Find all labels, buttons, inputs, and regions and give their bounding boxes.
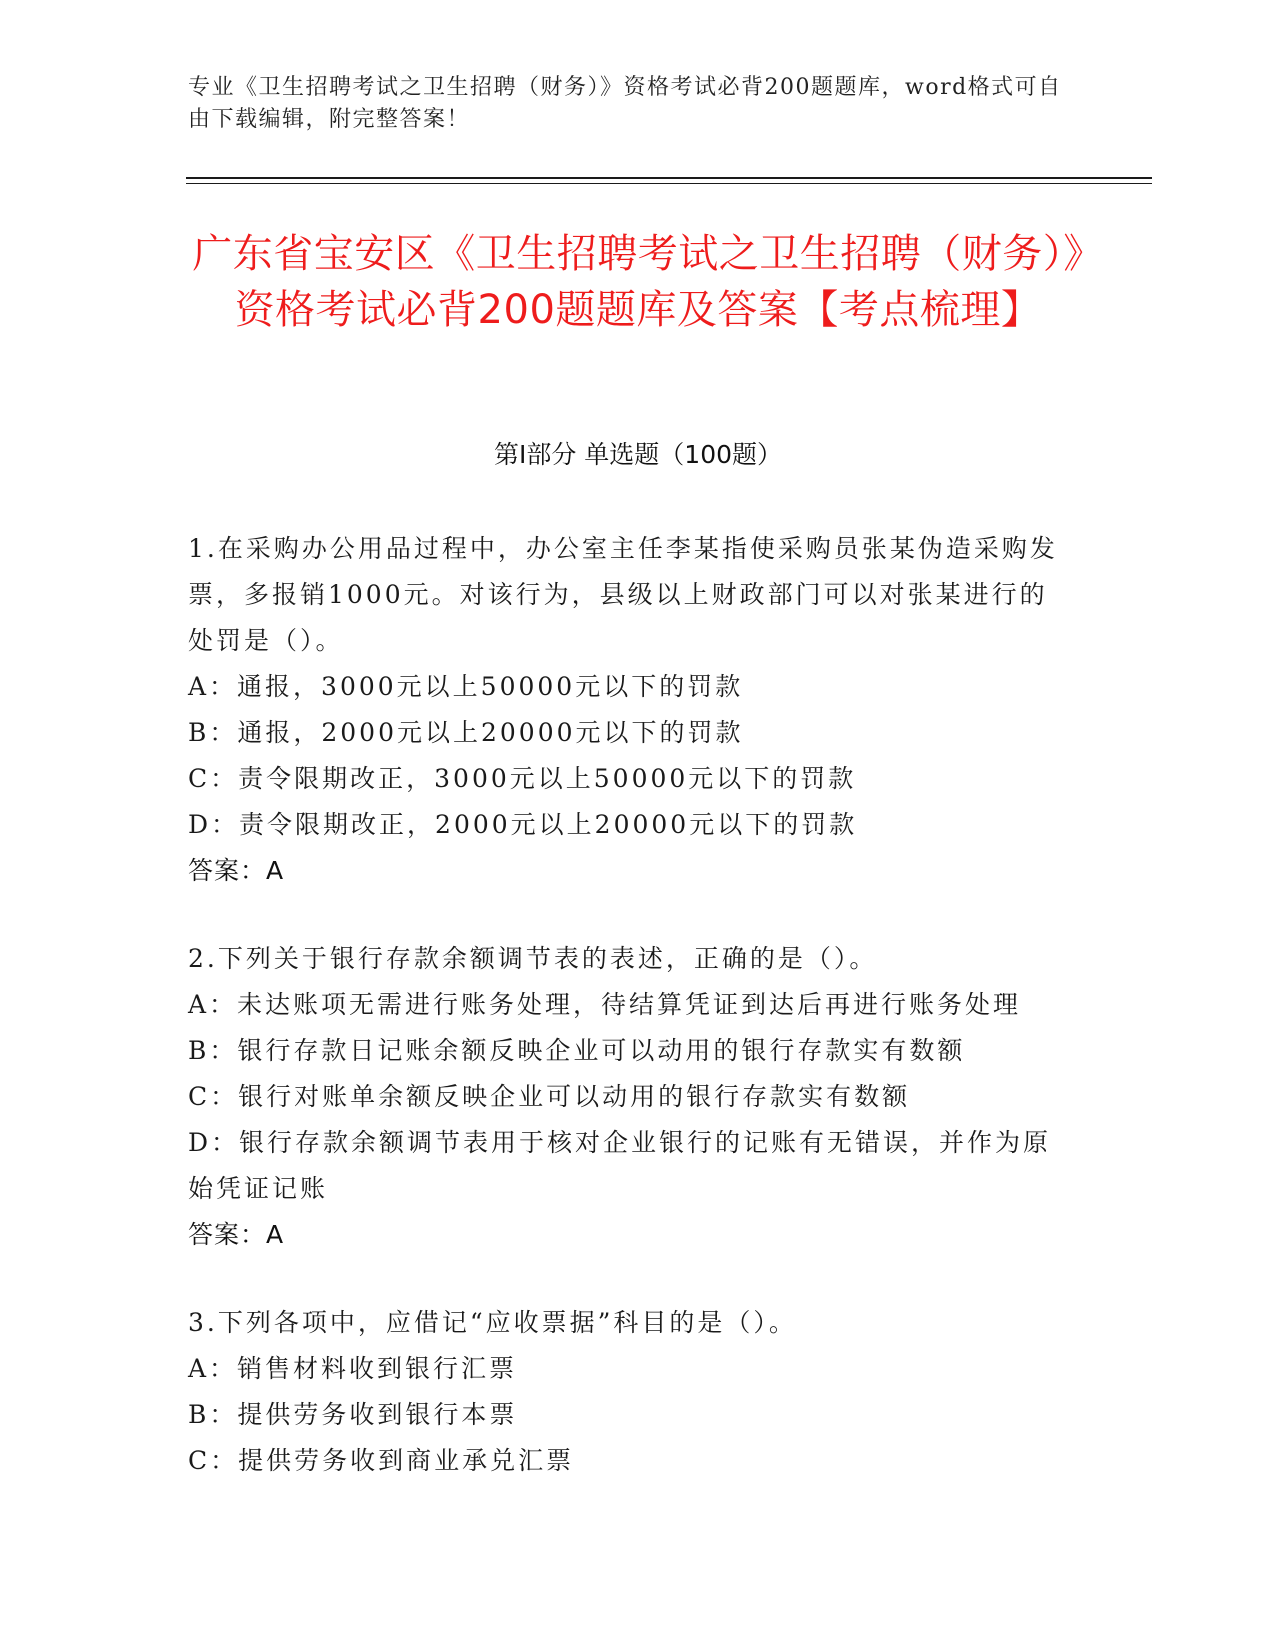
option-d: D：责令限期改正，2000元以上20000元以下的罚款 (188, 810, 858, 839)
question-2 (188, 936, 1068, 1258)
option-d: D：银行存款余额调节表用于核对企业银行的记账有无错误，并作为原始凭证记账 (188, 1128, 1052, 1203)
header-rule-thin (186, 183, 1152, 184)
answer-line: 答案：A (188, 856, 285, 885)
question-stem: 1.在采购办公用品过程中，办公室主任李某指使采购员张某伪造采购发票，多报销1000元。对该行为，县级以上财政部门可以对张某进行的处罚是（）。 (188, 534, 1058, 655)
option-b: B：银行存款日记账余额反映企业可以动用的银行存款实有数额 (188, 1036, 966, 1065)
document-title: 广东省宝安区《卫生招聘考试之卫生招聘（财务）》资格考试必背200题题库及答案【考点梳理】 (192, 231, 1084, 333)
section-title: 第I部分 单选题（100题） (493, 440, 783, 469)
header-note: 专业《卫生招聘考试之卫生招聘（财务）》资格考试必背200题题库，word格式可自由下载编辑，附完整答案！ (188, 75, 1062, 132)
answer-line: 答案：A (188, 1220, 285, 1249)
question-3 (188, 1300, 1068, 1484)
question-1 (188, 526, 1068, 894)
option-b: B：通报，2000元以上20000元以下的罚款 (188, 718, 744, 747)
option-a: A：未达账项无需进行账务处理，待结算凭证到达后再进行账务处理 (188, 990, 1022, 1019)
header-rule-thick (186, 177, 1152, 179)
option-c: C：银行对账单余额反映企业可以动用的银行存款实有数额 (188, 1082, 911, 1111)
question-stem: 3.下列各项中，应借记“应收票据”科目的是（）。 (188, 1308, 797, 1337)
option-a: A：销售材料收到银行汇票 (188, 1354, 518, 1383)
option-c: C：责令限期改正，3000元以上50000元以下的罚款 (188, 764, 857, 793)
question-list (188, 526, 1068, 1526)
question-stem: 2.下列关于银行存款余额调节表的表述，正确的是（）。 (188, 944, 878, 973)
option-c: C：提供劳务收到商业承兑汇票 (188, 1446, 575, 1475)
option-a: A：通报，3000元以上50000元以下的罚款 (188, 672, 744, 701)
option-b: B：提供劳务收到银行本票 (188, 1400, 518, 1429)
